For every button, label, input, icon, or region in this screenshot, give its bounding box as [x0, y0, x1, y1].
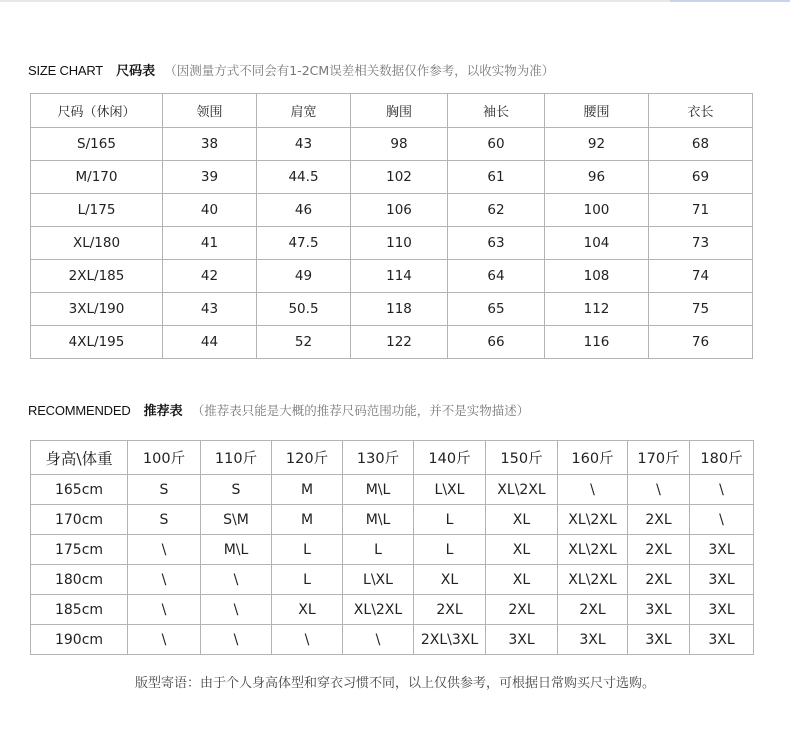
recommended-size-cell: S [128, 505, 201, 535]
size-chart-cell: 38 [163, 128, 257, 161]
recommended-size-cell: XL [486, 505, 558, 535]
size-chart-cell: 68 [649, 128, 753, 161]
size-chart-row [31, 293, 753, 326]
recommended-size-cell: L [414, 505, 486, 535]
weight-header-cell: 100斤 [128, 441, 201, 475]
recommended-row [31, 595, 754, 625]
recommended-size-cell: \ [201, 565, 272, 595]
recommended-size-cell: 3XL [486, 625, 558, 655]
size-chart-title-en: SIZE CHART [28, 63, 104, 78]
size-chart-cell: 73 [649, 227, 753, 260]
size-chart-cell: 118 [351, 293, 448, 326]
size-chart-cell: 65 [448, 293, 545, 326]
size-chart-cell: M/170 [31, 161, 163, 194]
recommended-size-cell: 3XL [690, 625, 754, 655]
size-chart-cell: 106 [351, 194, 448, 227]
recommended-size-cell: 2XL [628, 535, 690, 565]
fit-note-footer: 版型寄语：由于个人身高体型和穿衣习惯不同，以上仅供参考，可根据日常购买尺寸选购。 [134, 676, 655, 691]
recommended-size-cell: S [201, 475, 272, 505]
size-chart-title-zh: 尺码表 [116, 64, 156, 79]
size-chart-row [31, 128, 753, 161]
size-chart-cell: 122 [351, 326, 448, 359]
size-chart-cell: 96 [545, 161, 649, 194]
size-chart-cell: 43 [163, 293, 257, 326]
recommended-size-cell: 2XL [486, 595, 558, 625]
recommended-size-cell: M\L [201, 535, 272, 565]
height-label-cell: 180cm [31, 565, 128, 595]
size-chart-row [31, 194, 753, 227]
recommended-size-cell: L [343, 535, 414, 565]
size-chart-cell: 40 [163, 194, 257, 227]
size-chart-cell: 52 [257, 326, 351, 359]
recommended-row [31, 535, 754, 565]
recommended-size-cell: \ [690, 475, 754, 505]
recommended-size-cell: S [128, 475, 201, 505]
weight-header-cell: 150斤 [486, 441, 558, 475]
size-chart-header-cell: 腰围 [545, 94, 649, 128]
size-chart-cell: 41 [163, 227, 257, 260]
recommended-size-cell: 3XL [690, 535, 754, 565]
recommended-size-cell: XL [486, 565, 558, 595]
recommended-size-cell: M\L [343, 505, 414, 535]
recommended-size-cell: \ [558, 475, 628, 505]
recommended-table [30, 440, 754, 655]
size-chart-heading [28, 60, 554, 79]
recommended-size-cell: 2XL [628, 505, 690, 535]
size-chart-cell: 50.5 [257, 293, 351, 326]
size-chart-header-cell: 衣长 [649, 94, 753, 128]
recommended-size-cell: L [272, 565, 343, 595]
recommended-size-cell: M [272, 505, 343, 535]
weight-header-cell: 110斤 [201, 441, 272, 475]
size-chart-cell: 92 [545, 128, 649, 161]
recommended-size-cell: \ [201, 595, 272, 625]
size-chart-cell: XL/180 [31, 227, 163, 260]
size-chart-cell: 104 [545, 227, 649, 260]
recommended-size-cell: XL [486, 535, 558, 565]
size-chart-header-cell: 领围 [163, 94, 257, 128]
size-chart-row [31, 326, 753, 359]
size-chart-cell: L/175 [31, 194, 163, 227]
size-chart-cell: 63 [448, 227, 545, 260]
height-label-cell: 185cm [31, 595, 128, 625]
weight-header-cell: 140斤 [414, 441, 486, 475]
size-chart-cell: S/165 [31, 128, 163, 161]
recommended-size-cell: S\M [201, 505, 272, 535]
size-chart-cell: 64 [448, 260, 545, 293]
size-chart-row [31, 161, 753, 194]
recommended-heading [28, 400, 529, 419]
recommended-size-cell: 3XL [690, 595, 754, 625]
size-chart-cell: 76 [649, 326, 753, 359]
recommended-size-cell: \ [272, 625, 343, 655]
size-chart-row [31, 260, 753, 293]
size-chart-header-row [31, 94, 753, 128]
height-label-cell: 175cm [31, 535, 128, 565]
size-chart-cell: 42 [163, 260, 257, 293]
recommended-size-cell: L\XL [414, 475, 486, 505]
recommended-row [31, 505, 754, 535]
recommended-size-cell: 2XL\3XL [414, 625, 486, 655]
recommended-row [31, 565, 754, 595]
size-chart-cell: 44.5 [257, 161, 351, 194]
size-chart-cell: 46 [257, 194, 351, 227]
size-chart-cell: 116 [545, 326, 649, 359]
size-chart-cell: 110 [351, 227, 448, 260]
size-chart-cell: 114 [351, 260, 448, 293]
recommended-size-cell: 2XL [558, 595, 628, 625]
recommended-size-cell: L [272, 535, 343, 565]
recommended-size-cell: L\XL [343, 565, 414, 595]
size-chart-cell: 66 [448, 326, 545, 359]
height-label-cell: 190cm [31, 625, 128, 655]
recommended-size-cell: XL\2XL [558, 505, 628, 535]
size-chart-header-cell: 袖长 [448, 94, 545, 128]
weight-header-cell: 130斤 [343, 441, 414, 475]
weight-header-cell: 170斤 [628, 441, 690, 475]
size-chart-cell: 61 [448, 161, 545, 194]
size-chart-cell: 44 [163, 326, 257, 359]
size-chart-cell: 98 [351, 128, 448, 161]
recommended-row [31, 475, 754, 505]
recommended-size-cell: \ [128, 565, 201, 595]
size-chart-cell: 112 [545, 293, 649, 326]
size-chart-cell: 102 [351, 161, 448, 194]
recommended-title-zh: 推荐表 [143, 404, 183, 419]
size-chart-cell: 71 [649, 194, 753, 227]
size-chart-row [31, 227, 753, 260]
size-chart-cell: 60 [448, 128, 545, 161]
recommended-note: （推荐表只能是大概的推荐尺码范围功能，并不是实物描述） [191, 403, 530, 418]
size-chart-header-cell: 胸围 [351, 94, 448, 128]
recommended-size-cell: \ [201, 625, 272, 655]
recommended-size-cell: \ [628, 475, 690, 505]
weight-header-cell: 160斤 [558, 441, 628, 475]
recommended-size-cell: \ [128, 535, 201, 565]
size-chart-cell: 39 [163, 161, 257, 194]
top-divider-accent [670, 0, 790, 2]
recommended-size-cell: XL\2XL [558, 565, 628, 595]
size-chart-cell: 49 [257, 260, 351, 293]
recommended-size-cell: \ [690, 505, 754, 535]
size-chart-header-cell: 肩宽 [257, 94, 351, 128]
recommended-title-en: RECOMMENDED [28, 403, 131, 418]
recommended-size-cell: \ [128, 595, 201, 625]
recommended-size-cell: M [272, 475, 343, 505]
size-chart-cell: 108 [545, 260, 649, 293]
recommended-header-row [31, 441, 754, 475]
size-chart-header-cell: 尺码（休闲） [31, 94, 163, 128]
recommended-size-cell: 3XL [690, 565, 754, 595]
size-chart-cell: 100 [545, 194, 649, 227]
size-chart-table [30, 93, 753, 359]
size-chart-note: （因测量方式不同会有1-2CM误差相关数据仅作参考，以收实物为准） [164, 63, 555, 78]
size-chart-cell: 62 [448, 194, 545, 227]
weight-header-cell: 120斤 [272, 441, 343, 475]
size-chart-cell: 74 [649, 260, 753, 293]
size-chart-cell: 43 [257, 128, 351, 161]
weight-header-cell: 180斤 [690, 441, 754, 475]
size-chart-cell: 69 [649, 161, 753, 194]
recommended-size-cell: \ [343, 625, 414, 655]
recommended-size-cell: L [414, 535, 486, 565]
recommended-size-cell: XL\2XL [558, 535, 628, 565]
recommended-size-cell: \ [128, 625, 201, 655]
recommended-size-cell: 3XL [628, 625, 690, 655]
size-chart-cell: 3XL/190 [31, 293, 163, 326]
recommended-size-cell: 2XL [628, 565, 690, 595]
recommended-size-cell: M\L [343, 475, 414, 505]
recommended-size-cell: 3XL [558, 625, 628, 655]
recommended-size-cell: 3XL [628, 595, 690, 625]
size-chart-cell: 4XL/195 [31, 326, 163, 359]
height-label-cell: 165cm [31, 475, 128, 505]
height-weight-corner-cell: 身高\体重 [31, 441, 128, 475]
recommended-size-cell: 2XL [414, 595, 486, 625]
height-label-cell: 170cm [31, 505, 128, 535]
recommended-size-cell: XL\2XL [486, 475, 558, 505]
recommended-size-cell: XL\2XL [343, 595, 414, 625]
recommended-size-cell: XL [272, 595, 343, 625]
recommended-size-cell: XL [414, 565, 486, 595]
size-chart-cell: 2XL/185 [31, 260, 163, 293]
size-chart-cell: 47.5 [257, 227, 351, 260]
size-chart-cell: 75 [649, 293, 753, 326]
recommended-row [31, 625, 754, 655]
